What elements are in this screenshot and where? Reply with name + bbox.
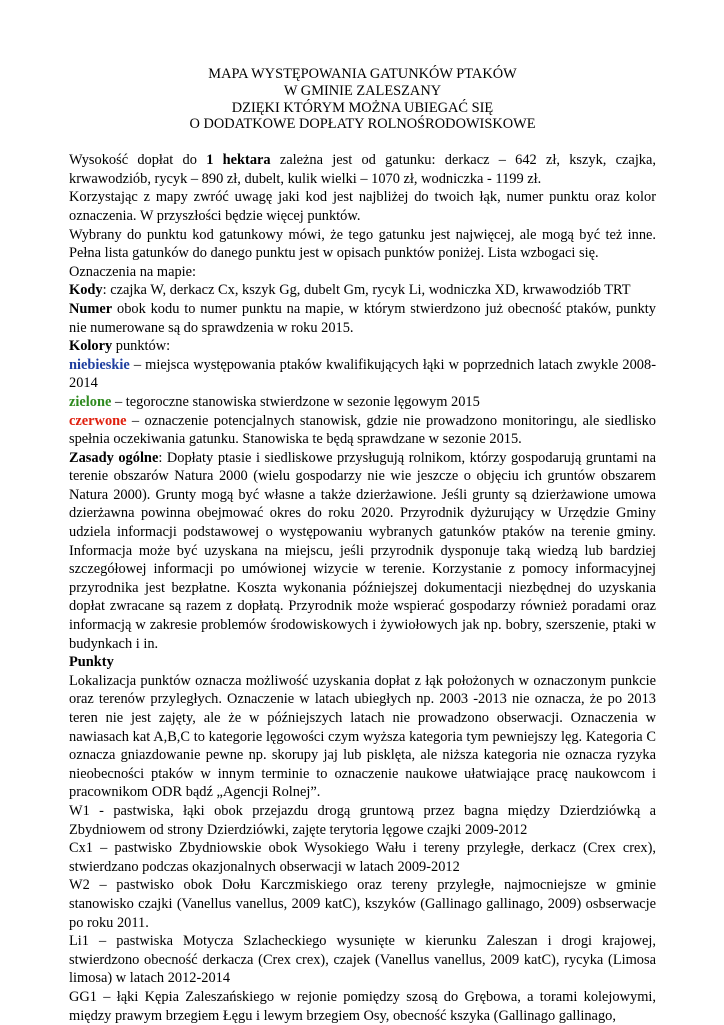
points-intro: Lokalizacja punktów oznacza możliwość uzyskania dopłat z łąk położonych w oznaczonym punkcie oraz terenów przyległych. Oznaczenie w latach ubiegłych np. 2003 -2013 nie oznacza, że po 2013 teren nie jest zajęty, ale że w późniejszych latach nie prowadzono obserwacji. Oznaczenia w nawiasach kat A,B,C to kategorie lęgowości czym wyższa kategoria tym pewniejszy lęg. Kategoria C oznacza gniazdowanie pewne np. skorupy jaj lub pisklęta, ale niższa kategoria nie oznacza ryzyka nieobecności ptaków w innym terminie to oznaczenie naukowe ułatwiające pracę naukowcom i pracownikom ODR bądź „Agencji Rolnej”. — [69, 672, 656, 801]
document-title — [69, 66, 656, 133]
intro-paragraph-map-usage: Korzystając z mapy zwróć uwagę jaki kod jest najbliżej do twoich łąk, numer punktu oraz kolor oznaczenia. W przyszłości będzie więcej punktów. — [69, 189, 656, 224]
intro-paragraph-species-code: Wybrany do punktu kod gatunkowy mówi, że tego gatunku jest najwięcej, ale mogą być też inne. Pełna lista gatunków do danego punktu jest w opisach punktów poniżej. Lista wzbogaci się. — [69, 226, 656, 262]
point-w2: W2 – pastwisko obok Dołu Karczmiskiego oraz tereny przyległe, najmocniejsze w gminie stanowisko czajki (Vanellus vanellus, 2009 katC), kszyków (Gallinago gallinago, 2009) osbserwacje po roku 2011. — [69, 877, 656, 931]
legend-blue — [69, 356, 656, 393]
point-li1: Li1 – pastwiska Motycza Szlacheckiego wysunięte w kierunku Zaleszan i drogi krajowej, stwierdzono obecność derkacza (Crex crex), czajek (Vanellus vanellus, 2009 katC), rycyka (Limosa limosa) w latach 2012-2014 — [69, 933, 656, 987]
intro-paragraph-legend-heading: Oznaczenia na mapie: — [69, 263, 197, 280]
legend-red — [69, 412, 656, 449]
legend-red-text: – oznaczenie potencjalnych stanowisk, gdzie nie prowadzono monitoringu, ale siedlisko spełnia oczekiwania gatunku. Stanowiska te będą sprawdzane w sezonie 2015. — [69, 412, 656, 448]
intro-paragraph-rates — [69, 151, 656, 188]
title-line-3: DZIĘKI KTÓRYM MOŻNA UBIEGAĆ SIĘ — [231, 99, 494, 116]
points-heading-text: Punkty — [69, 654, 114, 671]
legend-number-label: Numer — [69, 300, 113, 317]
legend-codes-text: : czajka W, derkacz Cx, kszyk Gg, dubelt Gm, rycyk Li, wodniczka XD, krwawodziób TRT — [102, 282, 631, 299]
legend-green-text: – tegoroczne stanowiska stwierdzone w sezonie lęgowym 2015 — [111, 393, 480, 410]
legend-blue-label: niebieskie — [69, 356, 130, 373]
title-line-2: W GMINIE ZALESZANY — [283, 82, 442, 99]
legend-colors-label: Kolory — [69, 338, 113, 355]
point-cx1: Cx1 – pastwisko Zbydniowskie obok Wysokiego Wału i tereny przyległe, derkacz (Crex crex), stwierdzano podczas okazjonalnych obserwacji w latach 2009-2012 — [69, 840, 656, 875]
legend-codes — [69, 281, 656, 300]
general-rules-text: : Dopłaty ptasie i siedliskowe przysługują rolnikom, którzy gospodarują gruntami na terenie obszarów Natura 2000 (wielu gospodarzy nie wie jeszcze o objęciu ich gruntów obszarem Natura 2000). Grunty mogą być własne a także dzierżawione. Jeśli grunty są dzierżawione umowa dzierżawna powinna obejmować okres do roku 2020. Przyrodnik dyżurujący w Urzędzie Gminy udziela informacji podstawowej o występowaniu wybranych gatunków ptaków na terenie gminy. Informacja może być uzyskana na miejscu, jeśli przyrodnik dysponuje taką wiedzą lub bardziej szczegółowej informacji po umówionej wizycie w terenie. Korzystanie z pomocy informacyjnej przyrodnika jest bezpłatne. Koszta wykonania późniejszej dokumentacji niezbędnej do uzyskania dopłat zwracane są razem z dopłatą. Przyrodnik może wspierać gospodarzy również poradami oraz informacją w zakresie problemów środowiskowych i żywiołowych jak np. bobry, szerszenie, ptaki w budynkach i in. — [69, 449, 656, 652]
rates-text-a: Wysokość dopłat do — [69, 152, 207, 169]
point-w1: W1 - pastwiska, łąki obok przejazdu drogą gruntową przez bagna między Dzierdziówką a Zbydniowem od strony Dzierdziówki, zajęte terytoria lęgowe czajki 2009-2012 — [69, 802, 656, 838]
legend-blue-text: – miejsca występowania ptaków kwalifikujących łąki w poprzednich latach zwykle 2008-2014 — [69, 356, 656, 392]
legend-number — [69, 300, 656, 337]
legend-number-text: obok kodu to numer punktu na mapie, w którym stwierdzono już obecność ptaków, punkty nie numerowane są do sprawdzenia w roku 2015. — [69, 300, 656, 336]
points-heading — [69, 653, 656, 672]
legend-green — [69, 393, 656, 412]
legend-colors — [69, 337, 656, 356]
rates-text-b: zależna jest od gatunku: derkacz – 642 zł, kszyk, czajka, krwawodziób, rycyk – 890 zł, dubelt, kulik wielki – 1070 zł, wodniczka - 1199 zł. — [69, 152, 656, 187]
title-line-4: O DODATKOWE DOPŁATY ROLNOŚRODOWISKOWE — [189, 116, 536, 133]
rates-unit: 1 hektara — [206, 152, 271, 169]
point-gg1: GG1 – łąki Kępia Zaleszańskiego w rejonie pomiędzy szosą do Grębowa, a torami kolejowymi, między prawym brzegiem Łęgu i lewym brzegiem Osy, obecność kszyka (Gallinago gallinago, — [69, 988, 656, 1024]
legend-codes-label: Kody — [69, 282, 103, 299]
legend-colors-text: punktów: — [112, 338, 171, 355]
legend-red-label: czerwone — [69, 412, 127, 429]
general-rules — [69, 449, 656, 654]
document-page — [69, 66, 656, 1025]
general-rules-label: Zasady ogólne — [69, 449, 159, 466]
legend-green-label: zielone — [69, 393, 112, 410]
title-line-1: MAPA WYSTĘPOWANIA GATUNKÓW PTAKÓW — [208, 66, 517, 82]
